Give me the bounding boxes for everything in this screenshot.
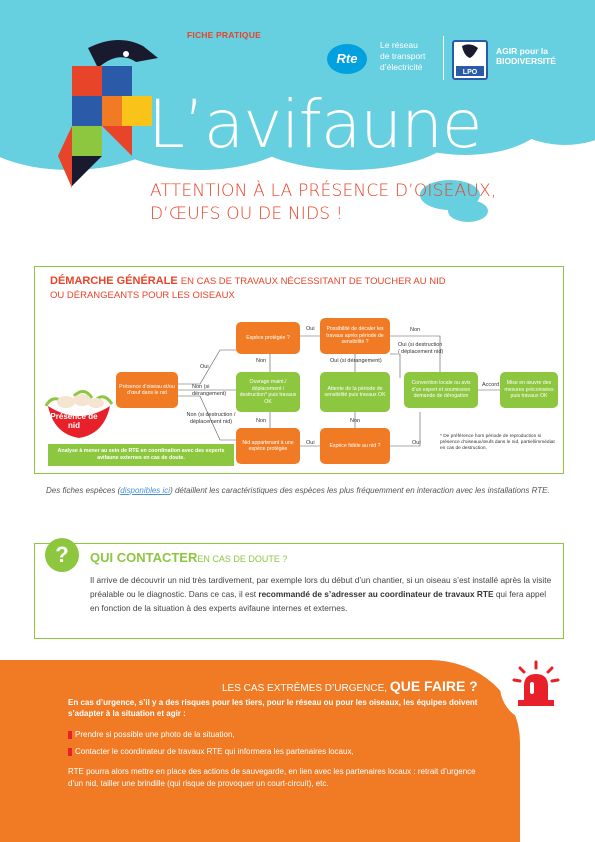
analyse-box: Analyse à mener au sein de RTE en coordination avec des experts avifaune externes en cas de doute.	[48, 444, 234, 466]
urgence-end: RTE pourra alors mettre en place des actions de sauvegarde, en lien avec les partenaires locaux : retrait d’urgence d’un nid, tailler une brindille (qui risque de provoquer un court-circuit), etc.	[68, 767, 476, 788]
rte-tagline-line: Le réseau	[380, 40, 418, 50]
rte-tagline-line: de transport	[380, 51, 426, 61]
label-oui-derangement: Oui (si dérangement)	[330, 358, 382, 364]
fiche-pratique-label: FICHE PRATIQUE	[187, 30, 261, 40]
urgence-item: Contacter le coordinateur de travaux RTE qui informera les partenaires locaux,	[68, 747, 354, 756]
node-mesures: Mise en œuvre des mesures préconisées puis travaux OK	[500, 372, 558, 408]
bullet-icon	[68, 731, 72, 739]
urgence-lead: En cas d’urgence, s’il y a des risques pour les tiers, pour le réseau ou pour les oiseaux, les équipes doivent s’adapter à la situation et agir :	[68, 698, 478, 718]
footnote: * De préférence hors période de reproduction si présence d’oiseaux/œufs dans le nid, partiel/immédiat en cas de destruction.	[440, 434, 555, 451]
fiches-link[interactable]: disponibles ici	[120, 486, 171, 495]
question-icon: ?	[45, 538, 79, 572]
label-oui-2: Oui	[306, 326, 315, 332]
label-oui-1: Oui	[200, 364, 209, 370]
label-non-1: Non	[256, 358, 267, 364]
nid-label: Présence de nid	[50, 412, 98, 430]
svg-text:LPO: LPO	[462, 69, 478, 76]
label-non-4: Non	[350, 418, 361, 424]
siren-icon	[500, 650, 572, 722]
qui-contacter-title: QUI CONTACTEREN CAS DE DOUTE ?	[90, 550, 288, 565]
demarche-title: DÉMARCHE GÉNÉRALE EN CAS DE TRAVAUX NÉCESSITANT DE TOUCHER AU NID	[50, 275, 446, 287]
node-convention: Convention locale ou avis d’un expert et soumission demande de dérogation	[404, 372, 478, 408]
qui-contacter-text: Il arrive de découvrir un nid très tardivement, par exemple lors du début d’un chantier, si un oiseau s’est installé après la visite préalable ou le diagnostic. Dans ce cas, il est recommandé de s’adresser au coordinateur de travaux RTE qui fera appel en fonction de la situation à des experts avifaune internes et externes.	[90, 575, 552, 613]
fiches-especes-text: Des fiches espèces (disponibles ici) détaillent les caractéristiques des espèces les plus fréquemment en interaction avec les installations RTE.	[46, 486, 550, 495]
attention-line: D’ŒUFS OU DE NIDS !	[150, 204, 343, 224]
label-accord: Accord	[482, 382, 500, 388]
bullet-icon	[68, 748, 72, 756]
label-non-destruction: Non (si destruction / déplacement nid)	[186, 412, 236, 425]
node-deceler: Possibilité de décaler les travaux après période de sensibilité ?	[320, 318, 390, 354]
label-non-3: Non	[256, 418, 267, 424]
page-title: L’avifaune	[148, 86, 482, 163]
lpo-tagline-line: BIODIVERSITÉ	[496, 56, 556, 66]
rte-logo: Rte	[327, 44, 367, 74]
node-fidele: Espèce fidèle au nid ?	[320, 428, 390, 464]
node-nid-appartenant: Nid appartenant à une espèce protégée	[236, 428, 300, 464]
label-oui-destruction: Oui (si destruction / déplacement nid)	[398, 342, 444, 355]
node-presence: Présence d’oiseau et/ou d’œuf dans le nid	[116, 372, 178, 408]
lpo-tagline-line: AGIR pour la	[496, 46, 548, 56]
label-oui-4: Oui	[412, 440, 421, 446]
rte-tagline-line: d’électricité	[380, 62, 423, 72]
demarche-subtitle: OU DÉRANGEANTS POUR LES OISEAUX	[50, 290, 235, 301]
node-ouvrage: Ouvrage maint./ déplacement / destruction* puis travaux OK	[236, 372, 300, 412]
attention-line: ATTENTION À LA PRÉSENCE D’OISEAUX,	[150, 181, 497, 201]
urgence-item: Prendre si possible une photo de la situation,	[68, 730, 235, 739]
label-non-derangement: Non (si dérangement)	[192, 384, 227, 397]
node-attente: Attente de la période de sensibilité puis travaux OK	[320, 372, 390, 412]
urgence-title: LES CAS EXTRÊMES D’URGENCE, QUE FAIRE ?	[222, 678, 478, 694]
node-protegee: Espèce protégée ?	[236, 322, 300, 354]
label-oui-3: Oui	[306, 440, 315, 446]
nest-illustration	[44, 376, 114, 440]
label-non-2: Non	[410, 327, 421, 333]
